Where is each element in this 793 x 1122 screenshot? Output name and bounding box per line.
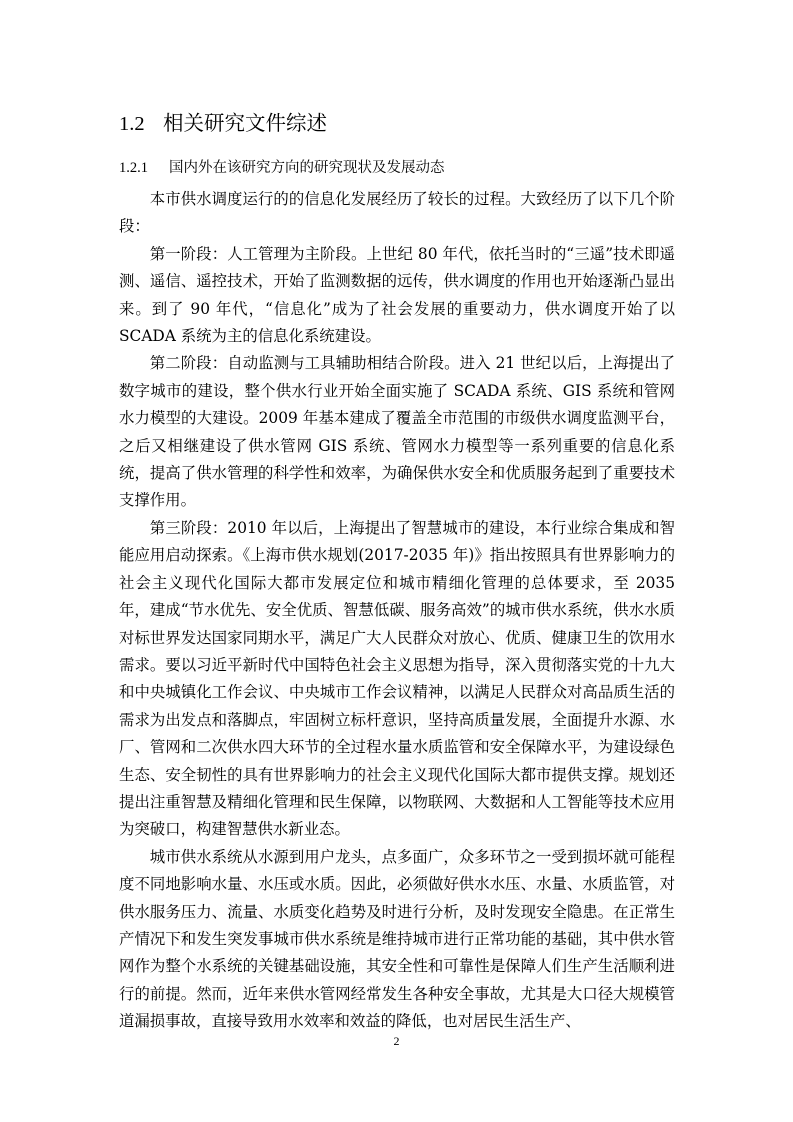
paragraph-stage-three: 第三阶段：2010 年以后，上海提出了智慧城市的建设，本行业综合集成和智能应用启动探索。《上海市供水规划(2017-2035 年)》指出按照具有世界影响力的社会主义现代化国际大都市发展定位和城市精细化管理的总体要求，至 2035 年，建成“节水优先、安全优质、智慧低碳、服务高效”的城市供水系统，供水水质对标世界发达国家同期水平，满足广大人民群众对放心、优质、健康卫生的饮用水需求。要以习近平新时代中国特色社会主义思想为指导，深入贯彻落实党的十九大和中央城镇化工作会议、中央城市工作会议精神，以满足人民群众对高品质生活的需求为出发点和落脚点，牢固树立标杆意识，坚持高质量发展，全面提升水源、水厂、管网和二次供水四大环节的全过程水量水质监管和安全保障水平，为建设绿色生态、安全韧性的具有世界影响力的社会主义现代化国际大都市提供支撑。规划还提出注重智慧及精细化管理和民生保障，以物联网、大数据和人工智能等技术应用为突破口，构建智慧供水新业态。 <box>119 518 675 839</box>
page-number: 2 <box>393 1034 400 1048</box>
section-number: 1.2 <box>119 113 145 135</box>
paragraph-stage-one: 第一阶段：人工管理为主阶段。上世纪 80 年代，依托当时的“三遥”技术即遥测、遥信、遥控技术，开始了监测数据的远传，供水调度的作用也开始逐渐凸显出来。到了 90 年代，“信息化”成为了社会发展的重要动力，供水调度开始了以 SCADA 系统为主的信息化系统建设。 <box>119 244 675 346</box>
subsection-heading <box>119 158 445 178</box>
subsection-title: 国内外在该研究方向的研究现状及发展动态 <box>169 160 445 176</box>
paragraph-stage-two: 第二阶段：自动监测与工具辅助相结合阶段。进入 21 世纪以后，上海提出了数字城市的建设，整个供水行业开始全面实施了 SCADA 系统、GIS 系统和管网水力模型的大建设。2009 年基本建成了覆盖全市范围的市级供水调度监测平台，之后又相继建设了供水管网 GIS 系统、管网水力模型等一系列重要的信息化系统，提高了供水管理的科学性和效率，为确保供水安全和优质服务起到了重要技术支撑作用。 <box>119 354 675 510</box>
paragraph-water-system: 城市供水系统从水源到用户龙头，点多面广，众多环节之一受到损坏就可能程度不同地影响水量、水压或水质。因此，必须做好供水水压、水量、水质监管，对供水服务压力、流量、水质变化趋势及时进行分析，及时发现安全隐患。在正常生产情况下和发生突发事城市供水系统是维持城市进行正常功能的基础，其中供水管网作为整个水系统的关键基础设施，其安全性和可靠性是保障人们生产生活顺利进行的前提。然而，近年来供水管网经常发生各种安全事故，尤其是大口径大规模管道漏损事故，直接导致用水效率和效益的降低，也对居民生活生产、 <box>119 847 675 1031</box>
section-heading <box>119 109 327 138</box>
subsection-number: 1.2.1 <box>119 160 148 176</box>
body-text <box>119 186 675 1036</box>
section-title: 相关研究文件综述 <box>163 111 327 135</box>
paragraph-intro: 本市供水调度运行的的信息化发展经历了较长的过程。大致经历了以下几个阶段： <box>119 190 675 236</box>
